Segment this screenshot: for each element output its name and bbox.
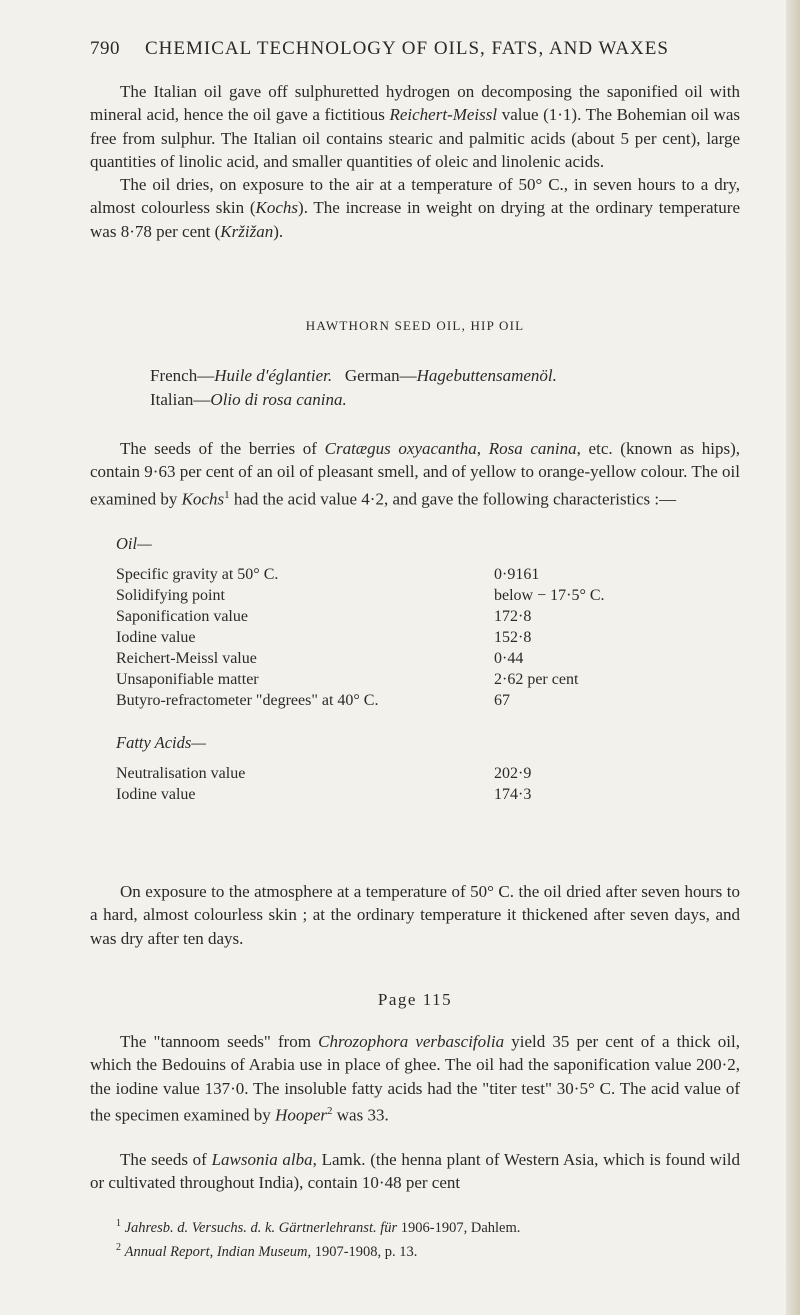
- text: The "tannoom seeds" from: [120, 1032, 319, 1051]
- section-heading: HAWTHORN SEED OIL, HIP OIL: [305, 318, 525, 333]
- footnote-source: Jahresb. d. Versuchs. d. k. Gärtnerlehranst. für: [124, 1219, 398, 1236]
- footnote-mark: 1: [116, 1218, 121, 1229]
- table-row: [116, 690, 746, 711]
- row-label: Reichert-Meissl value: [116, 650, 257, 667]
- table-row: [116, 606, 746, 627]
- text: was 33.: [332, 1105, 389, 1125]
- paragraph-drying: [90, 173, 740, 243]
- footnote-2: [116, 1238, 746, 1262]
- paragraph-tannoom: [90, 1030, 740, 1127]
- table-row: [116, 627, 746, 648]
- footnote-ref: 2: [327, 1104, 333, 1117]
- table-row: [116, 763, 746, 784]
- paragraph-italian-oil: [90, 80, 740, 173]
- species-name: Lawsonia alba: [211, 1150, 313, 1169]
- footnote-mark: 2: [116, 1241, 121, 1253]
- italian-name: Olio di rosa canina.: [210, 390, 347, 409]
- french-name: Huile d'églantier.: [214, 366, 333, 385]
- species-name: Rosa canina: [488, 439, 577, 458]
- page-number: 790: [90, 38, 120, 59]
- footnotes: [116, 1214, 746, 1262]
- italic-term: Reichert-Meissl: [389, 105, 498, 125]
- page-edge-shadow: [786, 0, 800, 1315]
- table-row: [116, 585, 746, 606]
- text: The Italian oil gave off sulphuretted hydrogen on decomposing the saponified oil with mineral acid, hence the oil gave a fictitious: [90, 82, 740, 125]
- oil-names: [150, 364, 557, 412]
- row-value: 174·3: [494, 786, 532, 803]
- row-label: Solidifying point: [116, 587, 225, 604]
- language-label: Italian—: [150, 390, 211, 409]
- fatty-acids-heading: Fatty Acids—: [116, 733, 206, 752]
- table-row: [116, 648, 746, 669]
- author-name: Kochs: [255, 198, 299, 218]
- text: The oil dries, on exposure to the air at a temperature of 50° C., in seven hours to a dry, almost colourless skin (: [90, 175, 740, 218]
- footnote-source: Annual Report, Indian Museum,: [124, 1243, 312, 1260]
- fatty-acids-group: [116, 731, 746, 805]
- row-label: Butyro-refractometer "degrees" at 40° C.: [116, 692, 379, 709]
- characteristics-table: [116, 532, 746, 805]
- row-value: 2·62 per cent: [494, 671, 579, 688]
- author-name: Kochs: [181, 489, 225, 509]
- row-value: 0·44: [494, 650, 524, 667]
- row-value: 0·9161: [494, 566, 540, 583]
- text: , Lamk. (the henna plant of Western Asia, which is found wild or cultivated throughout India), contain 10·48 per cent: [90, 1150, 741, 1193]
- row-value: 202·9: [494, 765, 532, 782]
- running-title: CHEMICAL TECHNOLOGY OF OILS, FATS, AND WAXES: [145, 38, 669, 59]
- names-line-1: [150, 364, 557, 388]
- row-value: 67: [494, 692, 510, 709]
- row-label: Neutralisation value: [116, 765, 246, 782]
- author-name: Hooper: [275, 1105, 328, 1125]
- row-label: Specific gravity at 50° C.: [116, 566, 279, 583]
- row-value: below − 17·5° C.: [494, 587, 605, 604]
- table-row: [116, 564, 746, 585]
- text: ). The increase in weight on drying at the ordinary temperature was 8·78 per cent (: [90, 198, 740, 241]
- paragraph-lawsonia: [90, 1148, 740, 1195]
- german-name: Hagebuttensamenöl.: [416, 366, 557, 385]
- text: had the acid value 4·2, and gave the following characteristics :—: [229, 489, 677, 509]
- oil-rows: [116, 564, 746, 711]
- language-label: German—: [344, 366, 417, 385]
- text: value (1·1). The Bohemian oil was free from sulphur. The Italian oil contains stearic and palmitic acids (about 5 per cent), large quantities of linolic acid, and smaller quantities of oleic and linolenic acids.: [90, 105, 740, 171]
- running-header: [0, 38, 800, 64]
- language-label: French—: [150, 366, 215, 385]
- footnote-1: [116, 1214, 746, 1238]
- text: ).: [273, 221, 284, 241]
- species-name: Chrozophora verbascifolia: [318, 1032, 505, 1051]
- row-value: 152·8: [494, 629, 532, 646]
- text: The seeds of the berries of: [120, 439, 325, 458]
- row-label: Saponification value: [116, 608, 248, 625]
- table-row: [116, 784, 746, 805]
- row-label: Iodine value: [116, 629, 196, 646]
- text: , etc. (known as hips), contain 9·63 per cent of an oil of pleasant smell, and of yellow to orange-yellow colour. The oil examined by: [90, 439, 740, 509]
- text: ,: [476, 439, 489, 458]
- text: The seeds of: [120, 1150, 212, 1169]
- footnote-text: 1906-1907, Dahlem.: [397, 1219, 521, 1236]
- species-name: Cratægus oxyacantha: [324, 439, 477, 458]
- footnote-ref: 1: [224, 488, 230, 501]
- fatty-rows: [116, 763, 746, 805]
- oil-heading: Oil—: [116, 534, 152, 553]
- oil-group: [116, 532, 746, 711]
- table-row: [116, 669, 746, 690]
- page-reference-heading: Page 115: [377, 990, 453, 1009]
- row-value: 172·8: [494, 608, 532, 625]
- row-label: Iodine value: [116, 786, 196, 803]
- row-label: Unsaponifiable matter: [116, 671, 259, 688]
- paragraph-seeds: [90, 437, 740, 511]
- author-name: Kržižan: [220, 221, 274, 241]
- footnote-text: 1907-1908, p. 13.: [311, 1243, 418, 1260]
- names-line-2: [150, 388, 557, 412]
- paragraph-exposure: On exposure to the atmosphere at a temperature of 50° C. the oil dried after seven hours to a hard, almost colourless skin ; at the ordinary temperature it thickened after seven days, and was dry after ten days.: [90, 882, 740, 948]
- text: yield 35 per cent of a thick oil, which the Bedouins of Arabia use in place of ghee. The oil had the saponification value 200·2, the iodine value 137·0. The insoluble fatty acids had the "titer test" 30·5° C. The acid value of the specimen examined by: [90, 1032, 740, 1125]
